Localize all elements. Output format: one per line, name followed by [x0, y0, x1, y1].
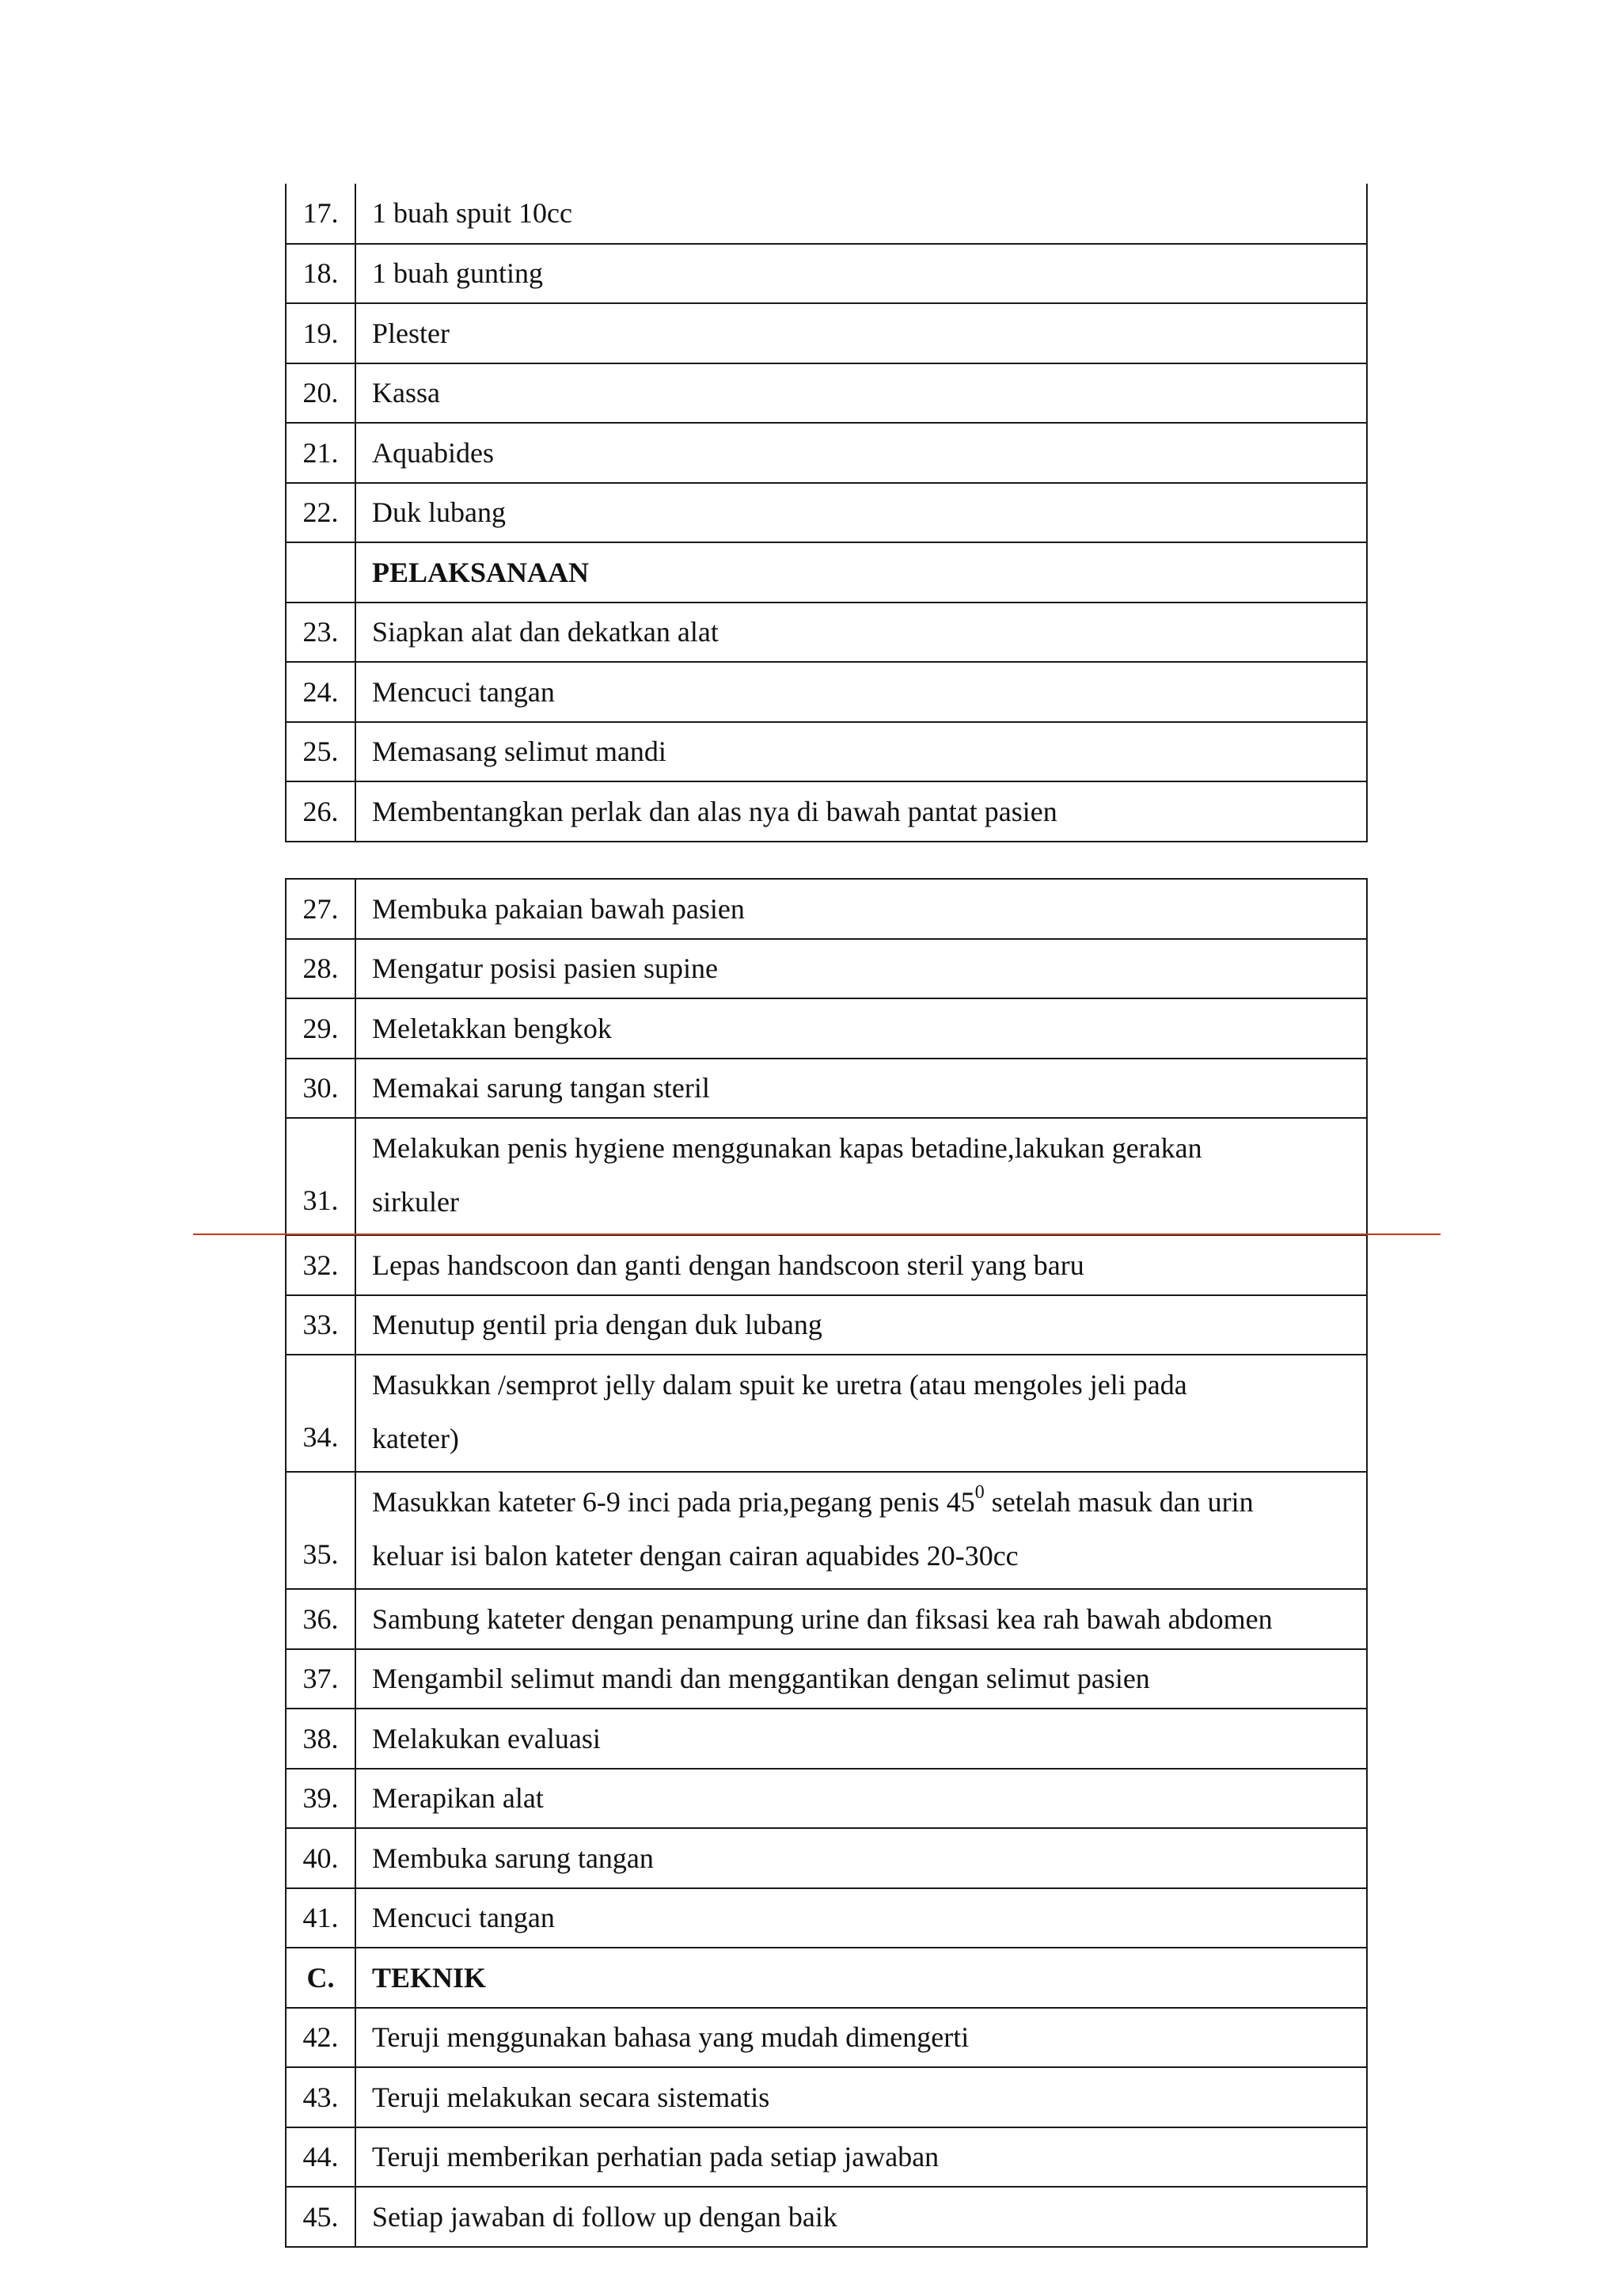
section-header-row: [286, 542, 1367, 603]
row-number: 28.: [286, 939, 355, 999]
row-text-line: sirkuler: [372, 1186, 459, 1218]
row-text-line: Masukkan kateter 6-9 inci pada pria,pegang penis 45: [372, 1486, 975, 1518]
row-text: Plester: [355, 303, 1367, 363]
degree-superscript: 0: [974, 1482, 985, 1503]
row-text: Mencuci tangan: [355, 662, 1367, 722]
row-text-line: keluar isi balon kateter dengan cairan aquabides 20-30cc: [372, 1540, 1019, 1572]
table-row: [286, 1769, 1367, 1829]
table-row: [286, 244, 1367, 304]
row-number: 19.: [286, 303, 355, 363]
table-row: [286, 363, 1367, 424]
section-heading-pelaksanaan: PELAKSANAAN: [355, 542, 1367, 603]
row-text-line: setelah masuk dan urin: [984, 1486, 1254, 1518]
row-text: 1 buah gunting: [355, 244, 1367, 304]
table-row: [286, 2008, 1367, 2068]
row-text: Aquabides: [355, 423, 1367, 483]
row-text: [355, 1355, 1367, 1472]
row-text: Teruji menggunakan bahasa yang mudah dimengerti: [355, 2008, 1367, 2068]
row-text: Siapkan alat dan dekatkan alat: [355, 603, 1367, 663]
row-text: Membentangkan perlak dan alas nya di bawah pantat pasien: [355, 781, 1367, 842]
row-number: 38.: [286, 1709, 355, 1769]
table-row: [286, 1709, 1367, 1769]
row-number: 43.: [286, 2067, 355, 2127]
table-row: [286, 603, 1367, 663]
row-number: 29.: [286, 998, 355, 1059]
row-number: 33.: [286, 1295, 355, 1355]
section-header-row: [286, 1948, 1367, 2008]
row-number: 23.: [286, 603, 355, 663]
table-row: [286, 2127, 1367, 2188]
row-text: Mengambil selimut mandi dan menggantikan dengan selimut pasien: [355, 1649, 1367, 1709]
table-row: [286, 939, 1367, 999]
table-row: [286, 1295, 1367, 1355]
row-text: Teruji melakukan secara sistematis: [355, 2067, 1367, 2127]
table-row: [286, 1235, 1367, 1295]
table-row: [286, 1888, 1367, 1948]
row-text: Kassa: [355, 363, 1367, 424]
row-text: [355, 1472, 1367, 1589]
row-number: 25.: [286, 722, 355, 782]
row-number: 36.: [286, 1589, 355, 1649]
row-text: Merapikan alat: [355, 1769, 1367, 1829]
row-number: 32.: [286, 1235, 355, 1295]
row-number: 45.: [286, 2187, 355, 2247]
row-number: 41.: [286, 1888, 355, 1948]
row-number: 37.: [286, 1649, 355, 1709]
row-text: Lepas handscoon dan ganti dengan handscoon steril yang baru: [355, 1235, 1367, 1295]
table-row: [286, 1355, 1367, 1472]
table-row: [286, 1649, 1367, 1709]
row-number: 30.: [286, 1059, 355, 1119]
row-text: Setiap jawaban di follow up dengan baik: [355, 2187, 1367, 2247]
table-row: [286, 722, 1367, 782]
row-text: Membuka pakaian bawah pasien: [355, 879, 1367, 939]
table-row: [286, 1059, 1367, 1119]
table-row: [286, 781, 1367, 842]
row-text: Menutup gentil pria dengan duk lubang: [355, 1295, 1367, 1355]
table-row: [286, 662, 1367, 722]
row-number: [286, 542, 355, 603]
table-row: [286, 1589, 1367, 1649]
row-number: 20.: [286, 363, 355, 424]
table-row: [286, 1472, 1367, 1589]
checklist-table-top: [285, 184, 1368, 842]
row-text: Mencuci tangan: [355, 1888, 1367, 1948]
section-letter: C.: [286, 1948, 355, 2008]
row-number: 26.: [286, 781, 355, 842]
row-text: Mengatur posisi pasien supine: [355, 939, 1367, 999]
row-number: 39.: [286, 1769, 355, 1829]
table-row: [286, 303, 1367, 363]
row-number: 22.: [286, 483, 355, 543]
table-row: [286, 1118, 1367, 1235]
table-row: [286, 423, 1367, 483]
row-number: 24.: [286, 662, 355, 722]
table-row: [286, 2067, 1367, 2127]
row-text: [355, 1118, 1367, 1235]
row-text: Melakukan evaluasi: [355, 1709, 1367, 1769]
table-row: [286, 184, 1367, 244]
row-text: Meletakkan bengkok: [355, 998, 1367, 1059]
row-text-line: kateter): [372, 1423, 459, 1454]
row-number: 27.: [286, 879, 355, 939]
section-heading-teknik: TEKNIK: [355, 1948, 1367, 2008]
row-text: Memakai sarung tangan steril: [355, 1059, 1367, 1119]
checklist-table-bottom: [285, 878, 1368, 2248]
table-row: [286, 1828, 1367, 1888]
row-text: Teruji memberikan perhatian pada setiap jawaban: [355, 2127, 1367, 2188]
row-text: Membuka sarung tangan: [355, 1828, 1367, 1888]
row-number: 42.: [286, 2008, 355, 2068]
table-row: [286, 879, 1367, 939]
row-number: 21.: [286, 423, 355, 483]
row-text: Sambung kateter dengan penampung urine dan fiksasi kea rah bawah abdomen: [355, 1589, 1367, 1649]
table-row: [286, 483, 1367, 543]
table-row: [286, 998, 1367, 1059]
row-text: 1 buah spuit 10cc: [355, 184, 1367, 244]
row-number: 44.: [286, 2127, 355, 2188]
row-number: 40.: [286, 1828, 355, 1888]
row-text-line: Melakukan penis hygiene menggunakan kapas betadine,lakukan gerakan: [372, 1132, 1202, 1164]
row-number: 34.: [286, 1355, 355, 1472]
row-number: 18.: [286, 244, 355, 304]
row-number: 35.: [286, 1472, 355, 1589]
row-text: Memasang selimut mandi: [355, 722, 1367, 782]
row-text-line: Masukkan /semprot jelly dalam spuit ke uretra (atau mengoles jeli pada: [372, 1369, 1187, 1401]
row-number: 17.: [286, 184, 355, 244]
table-row: [286, 2187, 1367, 2247]
row-text: Duk lubang: [355, 483, 1367, 543]
row-number: 31.: [286, 1118, 355, 1235]
page-break-line: [193, 1234, 1441, 1235]
